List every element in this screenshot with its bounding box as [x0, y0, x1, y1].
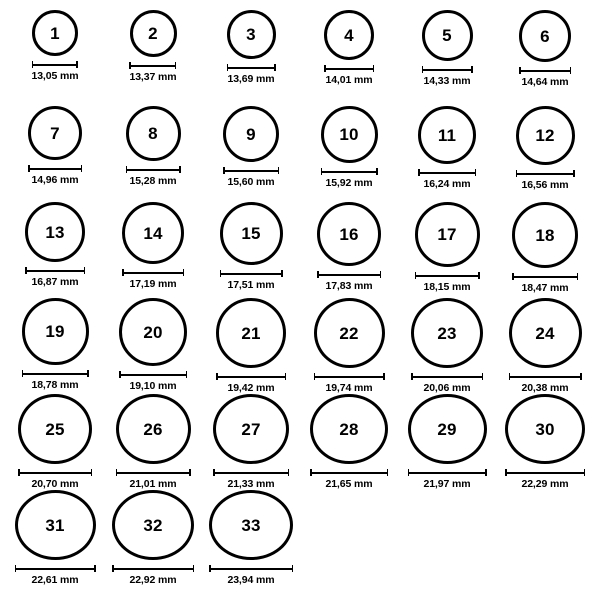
- ring-size-cell[interactable]: [202, 10, 300, 106]
- ring-measurement: [411, 373, 483, 394]
- ring-measurement: [18, 469, 92, 490]
- ring-diameter-label: 14,96 mm: [31, 174, 79, 186]
- ring-size-cell[interactable]: [202, 394, 300, 490]
- caliper-icon: [18, 469, 92, 476]
- ring-size-cell[interactable]: [104, 202, 202, 298]
- ring-measurement: [516, 170, 575, 191]
- ring-diameter-label: 18,78 mm: [31, 379, 79, 391]
- caliper-icon: [129, 62, 176, 69]
- caliper-icon: [317, 271, 381, 278]
- ring-size-number: 19: [45, 322, 65, 341]
- ring-measurement: [15, 565, 96, 586]
- ring-measurement: [31, 61, 78, 82]
- ring-measurement: [418, 169, 476, 190]
- ring-size-cell[interactable]: [104, 10, 202, 106]
- ring-circle: [223, 106, 279, 162]
- ring-size-cell[interactable]: [6, 10, 104, 106]
- ring-size-number: 2: [148, 24, 158, 43]
- ring-size-number: 31: [45, 515, 65, 535]
- ring-measurement: [408, 469, 487, 490]
- ring-size-number: 27: [241, 419, 261, 439]
- ring-diameter-label: 16,87 mm: [31, 276, 79, 288]
- ring-diameter-label: 15,60 mm: [227, 176, 275, 188]
- ring-measurement: [213, 469, 289, 490]
- ring-size-number: 15: [241, 224, 261, 243]
- ring-size-cell[interactable]: [104, 106, 202, 202]
- ring-size-number: 8: [148, 124, 158, 143]
- ring-diameter-label: 21,97 mm: [423, 478, 471, 490]
- ring-size-cell[interactable]: [496, 394, 594, 490]
- ring-size-number: 9: [246, 124, 256, 144]
- ring-circle: [411, 298, 483, 368]
- ring-diameter-label: 17,51 mm: [227, 279, 275, 291]
- ring-circle: [408, 394, 487, 464]
- ring-circle: [519, 10, 571, 62]
- caliper-icon: [516, 170, 575, 177]
- ring-size-cell[interactable]: [104, 490, 202, 586]
- ring-measurement: [129, 62, 176, 83]
- ring-size-cell[interactable]: [300, 202, 398, 298]
- ring-circle: [512, 202, 578, 268]
- ring-measurement: [28, 165, 82, 186]
- ring-diameter-label: 20,06 mm: [423, 382, 471, 394]
- caliper-icon: [512, 273, 578, 280]
- ring-measurement: [220, 270, 283, 291]
- ring-diameter-label: 15,92 mm: [325, 177, 373, 189]
- ring-circle: [122, 202, 184, 264]
- caliper-icon: [216, 373, 286, 380]
- ring-size-cell[interactable]: [496, 298, 594, 394]
- ring-diameter-label: 14,33 mm: [423, 75, 471, 87]
- ring-size-number: 21: [241, 323, 261, 343]
- ring-measurement: [310, 469, 388, 490]
- caliper-icon: [209, 565, 293, 572]
- ring-size-number: 17: [437, 225, 457, 244]
- ring-size-cell[interactable]: [202, 106, 300, 202]
- ring-size-cell[interactable]: [6, 298, 104, 394]
- ring-size-number: 20: [143, 322, 163, 342]
- ring-size-number: 4: [344, 25, 354, 45]
- caliper-icon: [519, 67, 571, 74]
- ring-circle: [220, 202, 283, 265]
- ring-circle: [28, 106, 82, 160]
- caliper-icon: [408, 469, 487, 476]
- ring-size-cell[interactable]: [398, 202, 496, 298]
- ring-size-cell[interactable]: [104, 298, 202, 394]
- caliper-icon: [310, 469, 388, 476]
- ring-circle: [509, 298, 582, 368]
- ring-size-cell[interactable]: [398, 394, 496, 490]
- ring-size-cell[interactable]: [6, 394, 104, 490]
- ring-size-cell[interactable]: [6, 490, 104, 586]
- caliper-icon: [126, 166, 181, 173]
- caliper-icon: [213, 469, 289, 476]
- ring-size-number: 14: [143, 223, 163, 243]
- ring-size-number: 16: [339, 224, 359, 244]
- caliper-icon: [112, 565, 194, 572]
- ring-circle: [505, 394, 585, 464]
- ring-circle: [130, 10, 177, 57]
- ring-size-cell[interactable]: [398, 10, 496, 106]
- ring-diameter-label: 13,05 mm: [31, 70, 79, 82]
- caliper-icon: [324, 65, 374, 72]
- ring-size-number: 11: [437, 125, 457, 145]
- ring-measurement: [112, 565, 194, 586]
- ring-diameter-label: 21,65 mm: [325, 478, 373, 490]
- ring-size-number: 6: [540, 26, 550, 46]
- ring-size-cell[interactable]: [202, 490, 300, 586]
- ring-size-number: 5: [442, 26, 452, 45]
- ring-diameter-label: 17,83 mm: [325, 280, 373, 292]
- ring-diameter-label: 17,19 mm: [129, 278, 177, 290]
- caliper-icon: [227, 64, 276, 71]
- ring-size-number: 29: [437, 419, 457, 439]
- ring-size-number: 13: [45, 222, 65, 242]
- ring-diameter-label: 15,28 mm: [129, 175, 177, 187]
- ring-size-cell[interactable]: [496, 106, 594, 202]
- ring-measurement: [317, 271, 381, 292]
- ring-circle: [418, 106, 476, 164]
- ring-diameter-label: 18,15 mm: [423, 281, 471, 293]
- ring-measurement: [519, 67, 571, 88]
- ring-measurement: [122, 269, 184, 290]
- ring-diameter-label: 23,94 mm: [227, 574, 275, 586]
- caliper-icon: [411, 373, 483, 380]
- ring-size-number: 22: [339, 323, 359, 343]
- caliper-icon: [505, 469, 585, 476]
- caliper-icon: [116, 469, 191, 476]
- ring-diameter-label: 19,10 mm: [129, 380, 177, 392]
- ring-diameter-label: 21,01 mm: [129, 478, 177, 490]
- ring-circle: [422, 10, 473, 61]
- ring-measurement: [209, 565, 293, 586]
- ring-circle: [32, 10, 78, 56]
- ring-measurement: [227, 64, 276, 85]
- ring-diameter-label: 22,29 mm: [521, 478, 569, 490]
- ring-diameter-label: 20,38 mm: [521, 382, 569, 394]
- ring-diameter-label: 14,64 mm: [521, 76, 569, 88]
- ring-size-number: 23: [437, 323, 457, 343]
- ring-size-cell[interactable]: [6, 106, 104, 202]
- ring-circle: [321, 106, 378, 163]
- ring-size-cell[interactable]: [202, 298, 300, 394]
- ring-circle: [116, 394, 191, 464]
- ring-diameter-label: 18,47 mm: [521, 282, 569, 294]
- ring-size-cell[interactable]: [398, 298, 496, 394]
- ring-size-number: 26: [143, 419, 163, 439]
- ring-diameter-label: 20,70 mm: [31, 478, 79, 490]
- ring-circle: [112, 490, 194, 560]
- ring-circle: [324, 10, 374, 60]
- ring-size-cell[interactable]: [300, 10, 398, 106]
- caliper-icon: [28, 165, 82, 172]
- ring-diameter-label: 13,37 mm: [129, 71, 177, 83]
- ring-diameter-label: 16,24 mm: [423, 178, 471, 190]
- ring-size-number: 32: [143, 515, 163, 535]
- ring-measurement: [116, 469, 191, 490]
- ring-size-cell[interactable]: [202, 202, 300, 298]
- ring-size-cell[interactable]: [496, 10, 594, 106]
- ring-circle: [209, 490, 293, 560]
- caliper-icon: [22, 370, 89, 377]
- ring-circle: [216, 298, 286, 368]
- ring-size-number: 10: [339, 125, 359, 144]
- ring-measurement: [314, 373, 385, 394]
- caliper-icon: [223, 167, 279, 174]
- ring-circle: [213, 394, 289, 464]
- caliper-icon: [321, 168, 378, 175]
- ring-diameter-label: 22,61 mm: [31, 574, 79, 586]
- ring-size-cell[interactable]: [300, 394, 398, 490]
- ring-measurement: [223, 167, 279, 188]
- ring-size-cell[interactable]: [300, 298, 398, 394]
- ring-circle: [227, 10, 276, 59]
- ring-measurement: [25, 267, 85, 288]
- ring-circle: [317, 202, 381, 266]
- ring-measurement: [321, 168, 378, 189]
- ring-circle: [516, 106, 575, 165]
- ring-circle: [22, 298, 89, 365]
- ring-size-number: 18: [535, 225, 555, 245]
- caliper-icon: [122, 269, 184, 276]
- caliper-icon: [119, 371, 187, 378]
- ring-size-number: 12: [535, 126, 555, 145]
- ring-size-number: 28: [339, 419, 359, 439]
- ring-size-cell[interactable]: [300, 106, 398, 202]
- ring-measurement: [324, 65, 374, 86]
- ring-size-cell[interactable]: [398, 106, 496, 202]
- ring-measurement: [509, 373, 582, 394]
- ring-diameter-label: 13,69 mm: [227, 73, 275, 85]
- ring-size-cell[interactable]: [496, 202, 594, 298]
- caliper-icon: [15, 565, 96, 572]
- ring-measurement: [22, 370, 89, 391]
- caliper-icon: [314, 373, 385, 380]
- ring-circle: [18, 394, 92, 464]
- ring-measurement: [216, 373, 286, 394]
- ring-diameter-label: 16,56 mm: [521, 179, 569, 191]
- ring-diameter-label: 19,74 mm: [325, 382, 373, 394]
- ring-measurement: [126, 166, 181, 187]
- ring-size-cell[interactable]: [104, 394, 202, 490]
- ring-size-number: 1: [50, 23, 60, 43]
- ring-diameter-label: 19,42 mm: [227, 382, 275, 394]
- ring-circle: [126, 106, 181, 161]
- ring-measurement: [422, 66, 473, 87]
- ring-diameter-label: 14,01 mm: [325, 74, 373, 86]
- ring-measurement: [415, 272, 480, 293]
- ring-diameter-label: 21,33 mm: [227, 478, 275, 490]
- ring-size-number: 3: [246, 25, 256, 44]
- caliper-icon: [422, 66, 473, 73]
- ring-size-number: 33: [241, 515, 261, 535]
- ring-circle: [415, 202, 480, 267]
- ring-diameter-label: 22,92 mm: [129, 574, 177, 586]
- ring-measurement: [512, 273, 578, 294]
- caliper-icon: [32, 61, 78, 68]
- caliper-icon: [220, 270, 283, 277]
- ring-circle: [310, 394, 388, 464]
- caliper-icon: [418, 169, 476, 176]
- caliper-icon: [415, 272, 480, 279]
- ring-size-grid: [6, 10, 594, 586]
- ring-size-number: 7: [50, 123, 60, 143]
- ring-measurement: [119, 371, 187, 392]
- ring-circle: [15, 490, 96, 560]
- caliper-icon: [25, 267, 85, 274]
- ring-measurement: [505, 469, 585, 490]
- ring-circle: [314, 298, 385, 368]
- ring-size-number: 30: [535, 419, 555, 439]
- ring-size-number: 25: [45, 419, 65, 439]
- ring-circle: [25, 202, 85, 262]
- ring-size-cell[interactable]: [6, 202, 104, 298]
- caliper-icon: [509, 373, 582, 380]
- ring-size-number: 24: [535, 323, 555, 343]
- ring-circle: [119, 298, 187, 366]
